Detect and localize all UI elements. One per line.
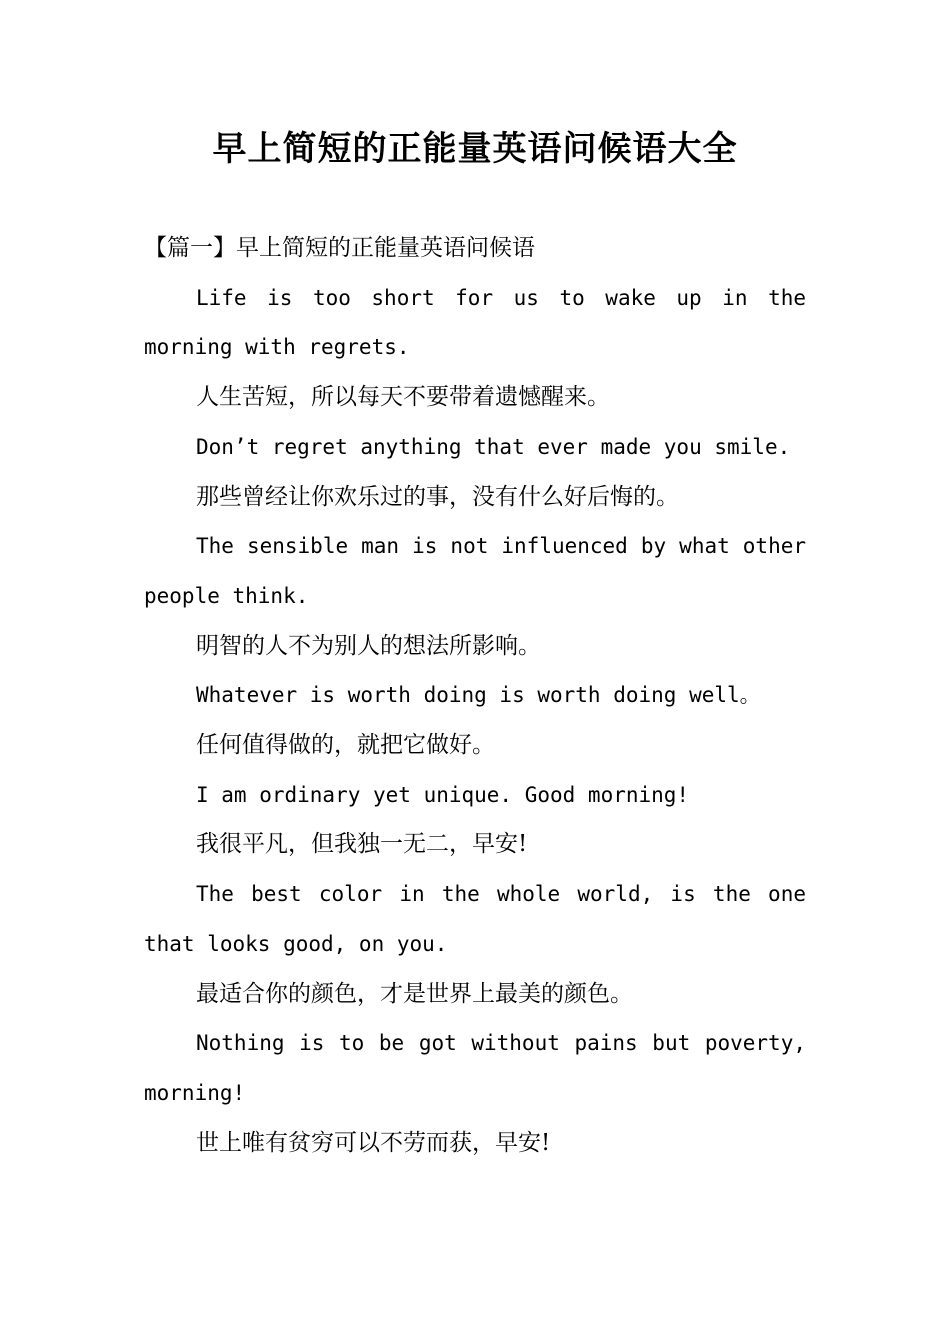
paragraph-zh-2: 那些曾经让你欢乐过的事，没有什么好后悔的。 <box>196 483 679 510</box>
section-heading: 【篇一】早上简短的正能量英语问候语 <box>144 235 535 261</box>
paragraph-zh-3: 明智的人不为别人的想法所影响。 <box>196 632 541 659</box>
paragraph-zh-4: 任何值得做的，就把它做好。 <box>196 732 495 759</box>
paragraph-zh-7: 世上唯有贫穷可以不劳而获，早安! <box>196 1129 551 1156</box>
paragraph-en-4: Whatever is worth doing is worth doing well。 <box>196 683 761 708</box>
paragraph-zh-5: 我很平凡，但我独一无二，早安! <box>196 831 528 858</box>
paragraph-en-1: Life is too short for us to wake up in the morning with regrets. <box>144 285 806 360</box>
paragraph-en-7: Nothing is to be got without pains but poverty, morning! <box>144 1031 806 1105</box>
paragraph-en-6: The best color in the whole world, is the one that looks good, on you. <box>144 882 806 956</box>
paragraph-en-5: I am ordinary yet unique. Good morning! <box>196 782 690 807</box>
document-title: 早上简短的正能量英语问候语大全 <box>212 129 738 169</box>
paragraph-zh-6: 最适合你的颜色，才是世界上最美的颜色。 <box>196 980 633 1007</box>
paragraph-en-3: The sensible man is not influenced by what other people think. <box>144 534 806 608</box>
document-body <box>144 224 806 1168</box>
paragraph-zh-1: 人生苦短，所以每天不要带着遗憾醒来。 <box>196 384 610 411</box>
paragraph-en-2: Don’t regret anything that ever made you smile. <box>196 434 791 459</box>
